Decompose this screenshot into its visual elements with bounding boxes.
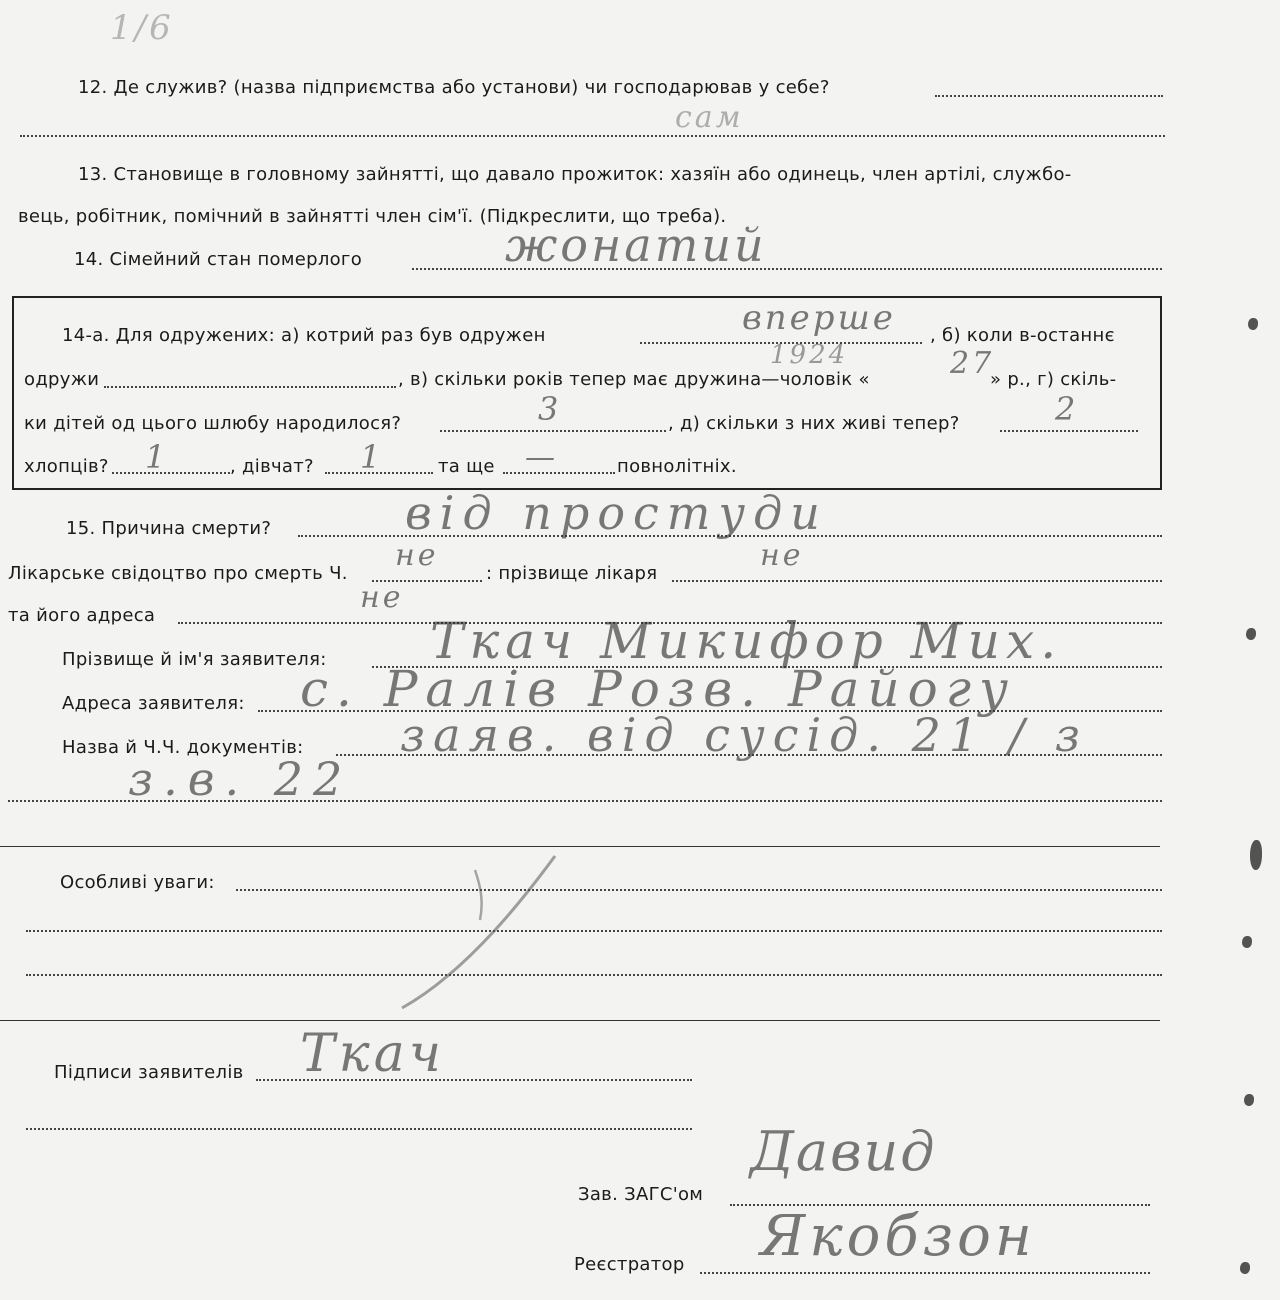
corner-mark: 1/6 [110,8,174,48]
binding-mark [1246,628,1256,640]
q14a-label-c2: » р., г) скіль- [990,369,1117,390]
q14a-line-d [1000,430,1138,432]
q14-answer: жонатий [505,218,767,272]
q14a-label-d: , д) скільки з них живі тепер? [668,413,960,434]
doctor-label: : прізвище лікаря [486,563,658,584]
notes-line-2 [26,930,1162,932]
q14a-line-minor [503,472,615,474]
q14a-label-c: , в) скільки років тепер має дружина—чоловік « [398,369,870,390]
q13-line2: вець, робітник, помічний в зайнятті член сім'ї. (Підкреслити, що треба). [18,206,727,227]
q14a-answer-boys: 1 [145,438,169,476]
binding-mark [1248,318,1258,330]
q15-label: 15. Причина смерти? [66,518,272,539]
q14a-label-minor2: повнолітніх. [617,456,737,477]
q12-line-2 [20,135,1165,137]
q14a-line-g [440,430,666,432]
q12-answer: сам [675,100,744,135]
applicant-address-label: Адреса заявителя: [62,693,245,714]
doctor-line [672,580,1162,582]
q14a-label-b2: одружи [24,369,100,390]
section-rule-2 [0,1020,1160,1021]
binding-mark [1242,936,1252,948]
medical-answer: не [395,538,439,573]
applicant-docs-answer: заяв. від сусід. 21 / з [400,708,1088,762]
q14a-label-minor: та ще [438,456,495,477]
binding-mark [1244,1094,1254,1106]
applicant-name-answer: Ткач Микифор Мих. [430,612,1063,670]
q14a-answer-minor: — [525,440,558,475]
q14a-answer-g: 3 [538,390,562,428]
registrar-label: Реєстратор [574,1254,685,1275]
q14a-answer-b: 1924 [770,340,849,370]
q14a-label-girls: , дівчат? [230,456,314,477]
q14a-line-boys [112,472,230,474]
registrar-line [700,1272,1150,1274]
notes-label: Особливі уваги: [60,872,215,893]
applicant-signature: Ткач [300,1024,446,1084]
q14a-label-boys: хлопців? [24,456,109,477]
notes-line-1 [236,889,1162,891]
q14a-label-a: 14-а. Для одружених: а) котрий раз був одружен [62,325,546,346]
doctor-answer: не [760,538,804,573]
q12-label: 12. Де служив? (назва підприємства або установи) чи господарював у себе? [78,77,830,98]
medical-label: Лікарське свідоцтво про смерть Ч. [8,563,348,584]
q13-line1: 13. Становище в головному зайнятті, що давало прожиток: хазяїн або одинець, член артілі, службо- [78,164,1072,185]
notes-strike [380,850,580,1020]
q14-label: 14. Сімейний стан померлого [74,249,363,270]
applicant-address-answer: с. Ралів Розв. Райогу [300,660,1016,718]
head-label: Зав. ЗАГС'ом [578,1184,704,1205]
section-rule-1 [0,846,1160,847]
q14a-answer-girls: 1 [360,438,384,476]
applicant-docs-answer-2: з.в. 22 [128,752,353,806]
q15-answer: від простуди [405,486,828,540]
q14a-label-g: ки дітей од цього шлюбу народилося? [24,413,402,434]
notes-line-3 [26,974,1162,976]
signatures-line-2 [26,1128,692,1130]
doctor-address-label: та його адреса [8,605,156,626]
registrar-signature: Якобзон [760,1204,1036,1269]
q12-line [935,95,1163,97]
doctor-address-answer: не [360,580,404,615]
signatures-label: Підписи заявителів [54,1062,244,1083]
q14a-answer-d: 2 [1055,390,1079,428]
applicant-docs-label: Назва й Ч.Ч. документів: [62,737,304,758]
head-signature: Давид [750,1120,937,1183]
q14a-answer-c: 27 [950,346,995,381]
q14a-label-b: , б) коли в-останнє [930,325,1115,346]
q14a-answer-a: вперше [742,298,896,338]
applicant-name-label: Прізвище й ім'я заявителя: [62,649,327,670]
q14a-line-b [104,386,396,388]
binding-mark [1240,1262,1250,1274]
binding-mark [1250,840,1262,870]
